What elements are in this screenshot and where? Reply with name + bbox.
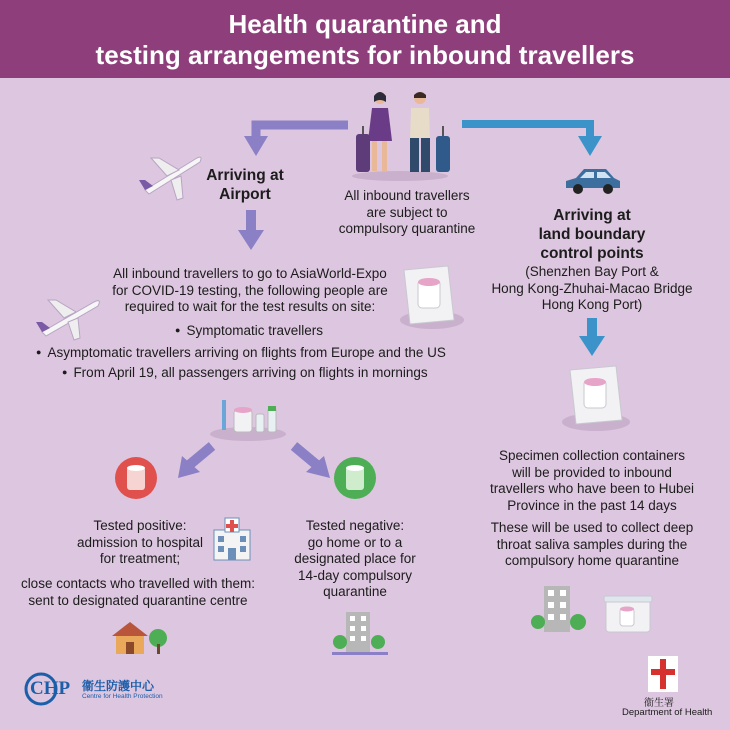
specimen-container-icon [560,364,632,432]
land-ports-line3: Hong Kong Port) [541,297,643,312]
house-icon [110,618,170,656]
positive-note [70,518,210,568]
negative-line5: quarantine [323,584,387,599]
usage-line2: throat saliva samples during the [496,536,688,552]
usage-line1: These will be used to collect deep [490,520,694,535]
hospital-icon [212,518,252,562]
chp-chinese-name: 衞生防護中心 [82,679,155,693]
land-title-line3: control points [540,245,644,262]
chp-logo-text: CHP [30,678,71,699]
arrow-to-land [462,116,612,166]
land-ports-line1: (Shenzhen Bay Port & [525,264,659,279]
header-title-line2: testing arrangements for inbound travellers [95,40,635,70]
bullet-april-19: ● From April 19, all passengers arriving on flights in mornings [62,364,428,383]
airport-intro [95,266,405,316]
car-icon [562,166,624,196]
positive-result-icon [115,457,157,499]
positive-line5: sent to designated quarantine centre [28,592,248,608]
header-title-line1: Health quarantine and [228,9,502,39]
chp-english-name: Centre for Health Protection [82,693,163,700]
negative-note [290,518,420,601]
specimen-line1: Specimen collection containers [498,448,686,463]
doh-english-name: Department of Health [622,707,713,718]
airport-intro-line1: All inbound travellers to go to AsiaWorld-Expo [113,266,387,281]
airport-title-line1: Arriving at [206,167,284,184]
specimen-line4: Province in the past 14 days [507,497,677,513]
negative-line3: designated place for [294,551,416,566]
doh-chinese-name: 衞生署 [644,698,674,709]
chp-logo [24,672,163,712]
close-contacts-note [6,576,270,609]
home-quarantine-icon [532,582,656,636]
travellers-icon [350,86,460,181]
positive-line2: admission to hospital [76,534,204,550]
negative-line2: go home or to a [307,534,403,550]
test-kit-icon [208,394,288,442]
positive-line1: Tested positive: [93,518,187,533]
specimen-line3: travellers who have been to Hubei [489,481,695,496]
positive-line4: close contacts who travelled with them: [20,576,256,591]
center-note [322,188,492,238]
specimen-jar-icon [398,262,466,332]
apartment-icon [332,608,388,656]
arrow-to-negative [288,442,338,482]
bullet-asymptomatic: ● Asymptomatic travellers arriving on flights from Europe and the US [36,344,446,363]
airport-intro-line3: required to wait for the test results on site: [124,299,376,314]
center-note-line3: compulsory quarantine [338,221,476,236]
usage-note [480,520,704,570]
arrow-to-airport [236,116,356,166]
negative-result-icon [334,457,376,499]
airport-intro-line2: for COVID-19 testing, the following people are [112,282,388,298]
specimen-note [480,448,704,514]
land-title-line1: Arriving at [553,207,631,224]
page-header [0,0,730,78]
arrow-land-down [577,318,607,360]
land-title [512,206,672,263]
negative-line4: 14-day compulsory [297,567,413,583]
usage-line3: compulsory home quarantine [504,553,680,568]
airport-title [190,166,300,204]
airport-title-line2: Airport [219,186,271,203]
center-note-line2: are subject to [366,204,448,220]
land-ports [480,264,704,314]
doh-emblem-icon [648,656,678,692]
bullet-symptomatic: ● Symptomatic travellers [175,322,323,341]
land-ports-line2: Hong Kong-Zhuhai-Macao Bridge [491,280,693,296]
positive-line3: for treatment; [99,551,181,566]
center-note-line1: All inbound travellers [344,188,470,203]
arrow-airport-down [236,210,266,255]
specimen-line2: will be provided to inbound [512,464,672,480]
land-title-line2: land boundary [538,226,646,243]
arrow-to-positive [172,442,222,482]
negative-line1: Tested negative: [305,518,405,533]
